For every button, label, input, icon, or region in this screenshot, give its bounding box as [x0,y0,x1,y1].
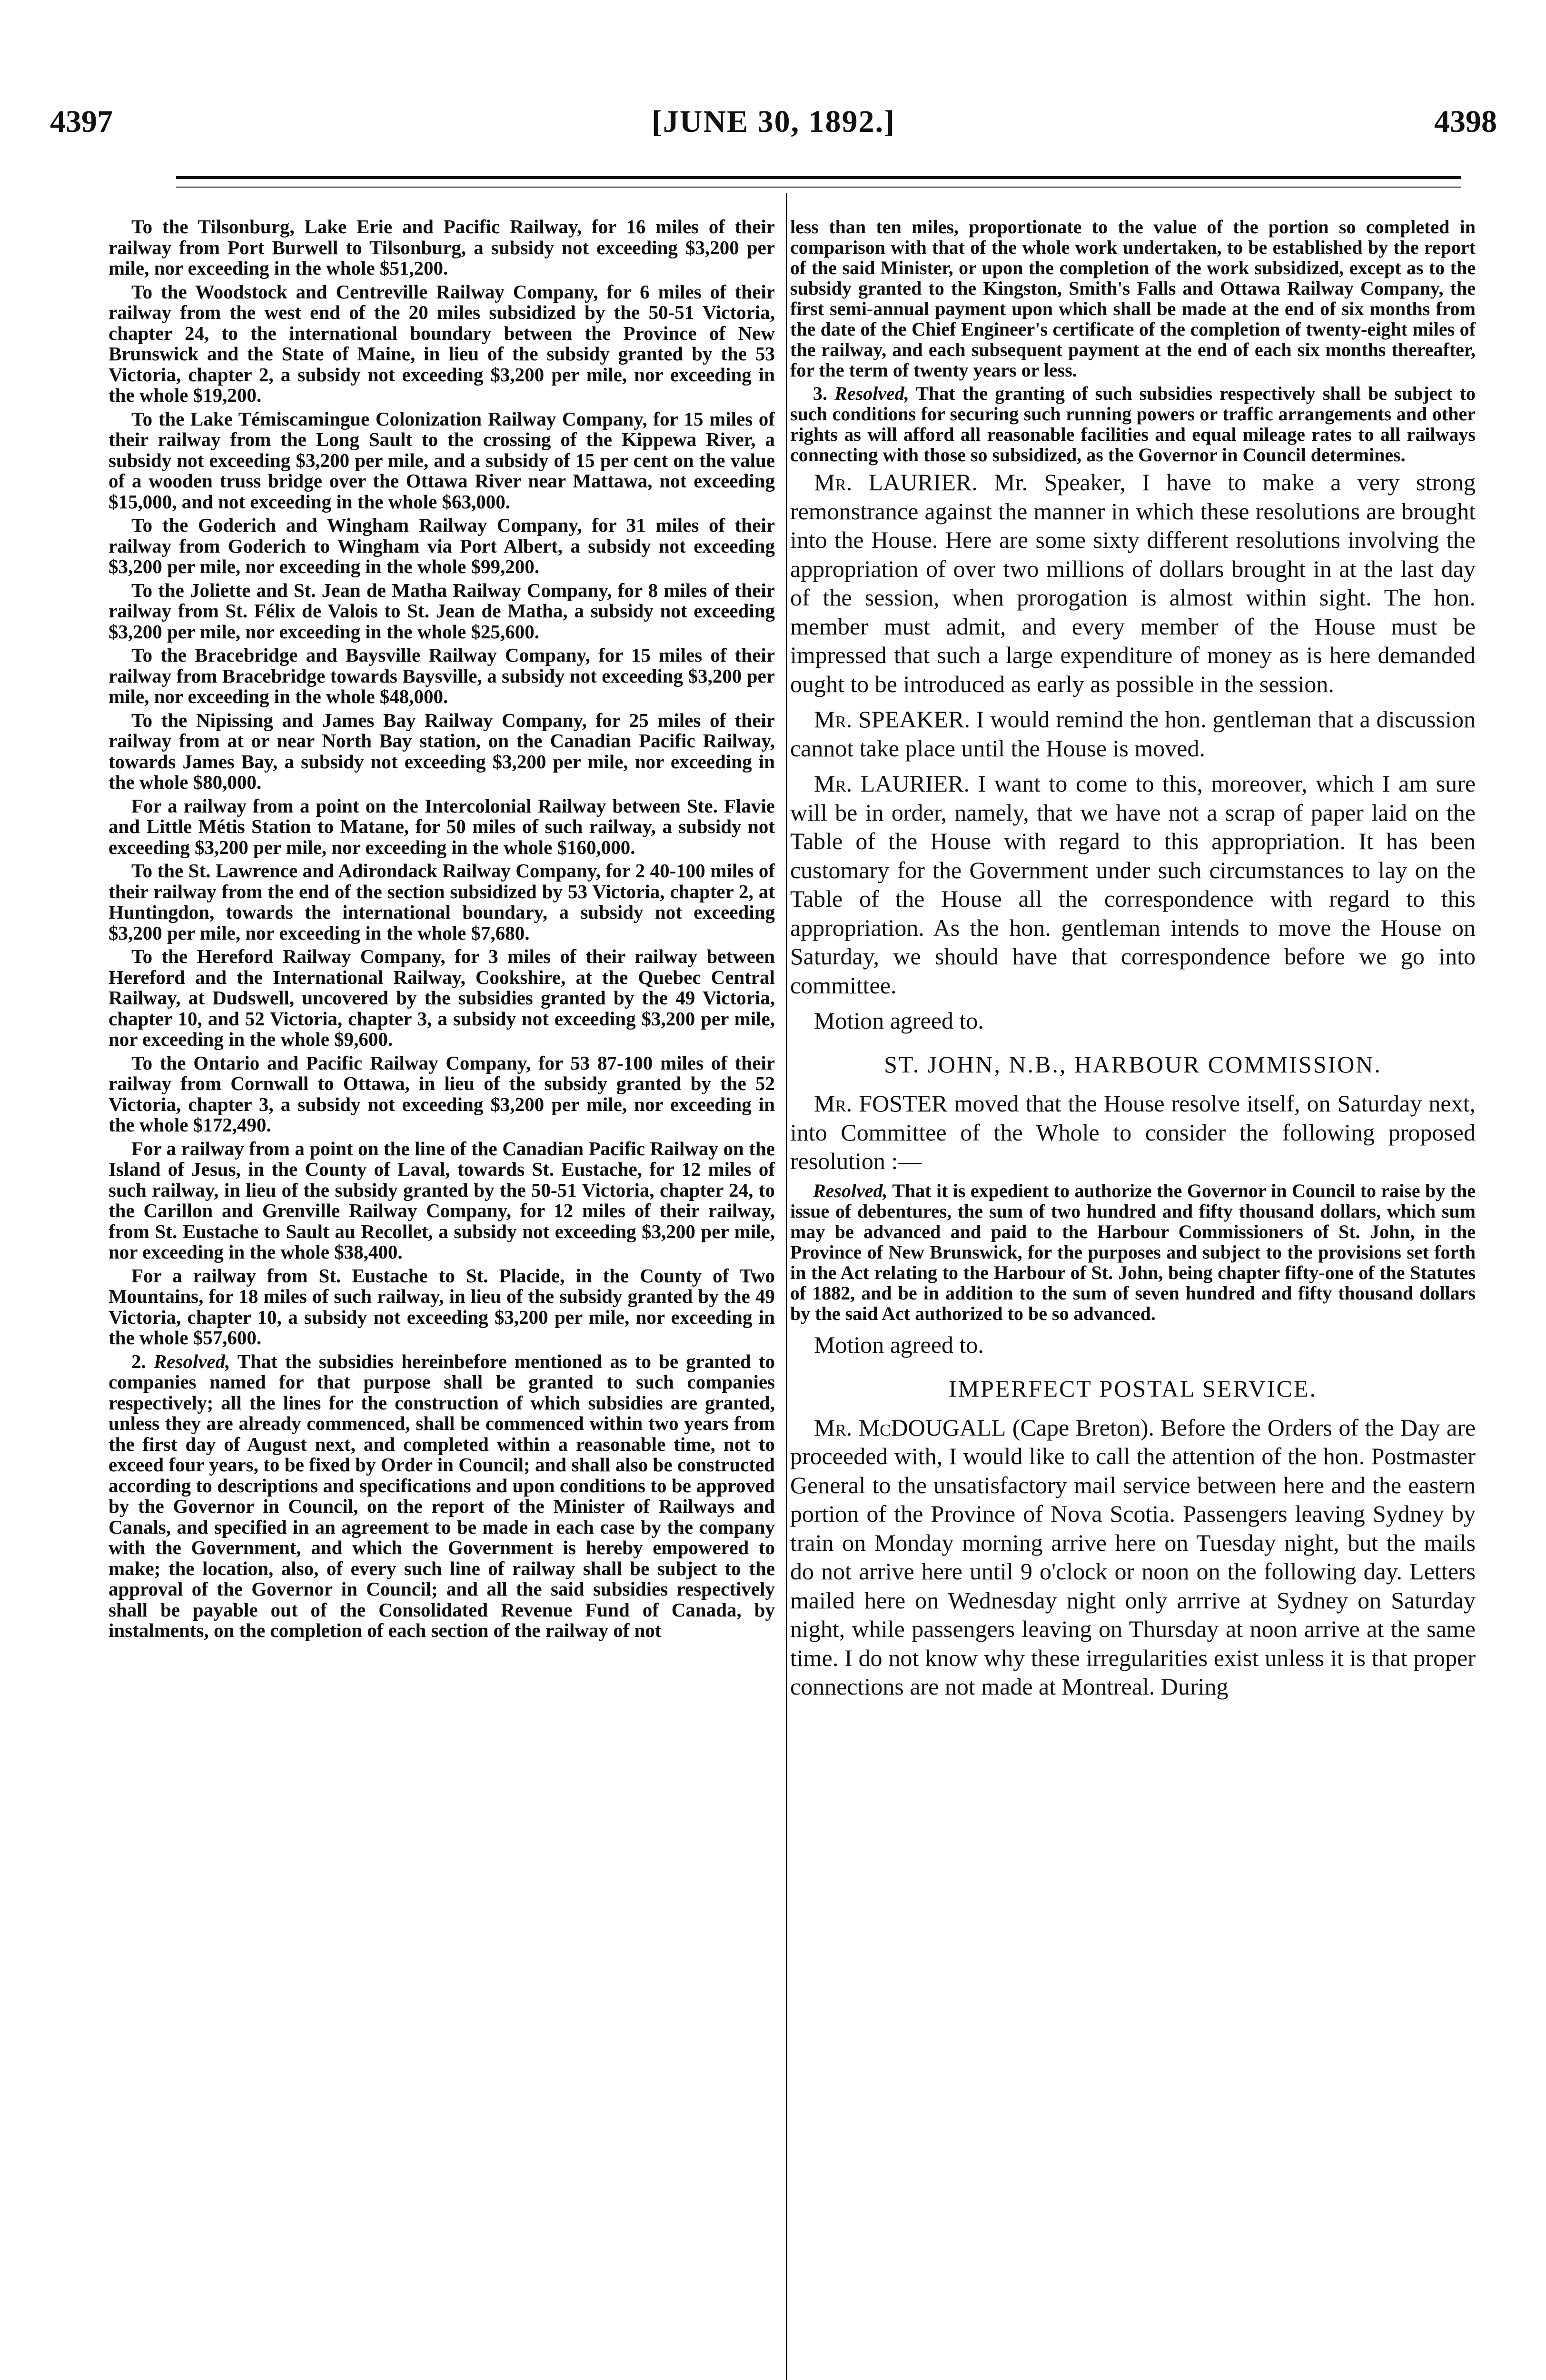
resolution-2-text: That the subsidies hereinbefore mentioned as to be granted to companies named for that purpose shall be granted to such companies respectively; all the lines for the construction of which subsidies are granted, unless they are already commenced, shall be commenced within two years from the first day of August next, and completed within a reasonable time, not to exceed four years, to be fixed by Order in Council; and shall also be constructed according to descriptions and specifications and upon conditions to be approved by the Governor in Council, on the report of the Minister of Railways and Canals, and specified in an agreement to be made in each case by the company with the Government, and which the Government is hereby empowered to make; the location, also, of every such line of railway shall be subject to the approval of the Governor in Council; and all the said subsidies respectively shall be payable out of the Consolidated Revenue Fund of Canada, by instalments, on the completion of each section of the railway of not [109,1350,775,1641]
resolution-2-number: 2. [131,1350,146,1372]
subsidy-paragraph: To the Tilsonburg, Lake Erie and Pacific Railway, for 16 miles of their railway from Port Burwell to Tilsonburg, a subsidy not exceeding $3,200 per mile, nor exceeding in the whole $51,200. [109,216,775,279]
harbour-resolved-label: Resolved, [813,1180,888,1201]
resolution-3-text: That the granting of such subsidies respectively shall be subject to such conditions for securing such running powers or traffic arrangements and other rights as will afford all reasonable facilities and equal mileage rates to all railways connecting with those so subsidized, as the Governor in Council determines. [790,383,1476,466]
speaker-name: Mr. LAURIER. [814,469,978,496]
page-number-left: 4397 [50,104,113,139]
column-divider [786,193,787,2380]
laurier-speech-2 [790,769,1476,1000]
motion-agreed-1: Motion agreed to. [814,1007,984,1034]
subsidy-paragraph: To the Bracebridge and Baysville Railway Company, for 15 miles of their railway from Bracebridge towards Baysville, a subsidy not exceeding $3,200 per mile, nor exceeding in the whole $48,000. [109,644,775,707]
speaker-name: Mr. McDOUGALL [814,1414,1006,1441]
resolution-3-paragraph [790,383,1476,465]
subsidy-paragraph: To the Joliette and St. Jean de Matha Railway Company, for 8 miles of their railway from St. Félix de Valois to St. Jean de Matha, a subsidy not exceeding $3,200 per mile, nor exceeding in the whole $25,600. [109,579,775,643]
subsidy-paragraph: To the Hereford Railway Company, for 3 miles of their railway between Hereford and the International Railway, Cookshire, at the Quebec Central Railway, at Dudswell, uncovered by the subsidies granted by the 49 Victoria, chapter 10, and 52 Victoria, chapter 3, a subsidy not exceeding $3,200 per mile, nor exceeding in the whole $9,600. [109,945,775,1050]
speech-text: (Cape Breton). Before the Orders of the Day are proceeded with, I would like to call the attention of the hon. Postmaster General to the unsatisfactory mail service between here and the eastern portion of the Province of Nova Scotia. Passengers leaving Sydney by train on Monday morning arrive here on Tuesday night, but the mails do not arrive here until 9 o'clock or noon on the following day. Letters mailed here on Wednesday night only arrrive at Sydney on Saturday night, while passengers leaving on Thursday at noon arrive at the same time. I do not know why these irregularities exist unless it is that proper connections are not made at Montreal. During [790,1414,1476,1700]
subsidy-paragraph: To the Nipissing and James Bay Railway Company, for 25 miles of their railway from at or near North Bay station, on the Canadian Pacific Railway, towards James Bay, a subsidy not exceeding $3,200 per mile, nor exceeding in the whole $80,000. [109,709,775,793]
speaker-name: Mr. LAURIER. [814,770,970,797]
harbour-resolved-text: That it is expedient to authorize the Governor in Council to raise by the issue of debentures, the sum of two hundred and fifty thousand dollars, which sum may be advanced and paid to the Harbour Commissioners of St. John, in the Province of New Brunswick, for the purposes and subject to the provisions set forth in the Act relating to the Harbour of St. John, being chapter fifty-one of the Statutes of 1882, and be in addition to the sum of seven hundred and fifty thousand dollars by the said Act authorized to be so advanced. [790,1180,1476,1324]
resolution-2-label: Resolved, [153,1350,230,1372]
harbour-resolution [790,1180,1476,1324]
header-rule-thin [176,187,1461,188]
section-heading-harbour: ST. JOHN, N.B., HARBOUR COMMISSION. [884,1051,1382,1078]
speech-text: I want to come to this, moreover, which I am sure will be in order, namely, that we have not a scrap of paper laid on the Table of the House with regard to this appropriation. It has been customary for the Government under such circumstances to lay on the Table of the House all the correspondence with regard to this appropriation. As the hon. gentleman intends to move the House on Saturday, we should have that correspondence before we go into committee. [790,770,1476,999]
subsidy-paragraph: To the St. Lawrence and Adirondack Railway Company, for 2 40-100 miles of their railway from the end of the section subsidized by 53 Victoria, chapter 2, at Huntingdon, towards the international boundary, a subsidy not exceeding $3,200 per mile, nor exceeding in the whole $7,680. [109,860,775,944]
motion-agreed-2: Motion agreed to. [814,1331,984,1358]
resolution-3-label: Resolved, [834,383,909,404]
resolution-2-paragraph [109,1351,775,1641]
subsidy-paragraph: For a railway from St. Eustache to St. Placide, in the County of Two Mountains, for 18 miles of such railway, in lieu of the subsidy granted by the 49 Victoria, chapter 10, a subsidy not exceeding $3,200 per mile, nor exceeding in the whole $57,600. [109,1264,775,1349]
subsidy-paragraph: To the Ontario and Pacific Railway Company, for 53 87-100 miles of their railway from Cornwall to Ottawa, in lieu of the subsidy granted by the 52 Victoria, chapter 3, a subsidy not exceeding $3,200 per mile, nor exceeding in the whole $172,490. [109,1051,775,1136]
foster-motion [790,1089,1476,1176]
resolution-2-continuation: less than ten miles, proportionate to the value of the portion so completed in comparison with that of the whole work undertaken, to be established by the report of the said Minister, or upon the completion of the work subsidized, except as to the subsidy granted to the Kingston, Smith's Falls and Ottawa Railway Company, the first semi-annual payment upon which shall be made at the end of six months from the date of the Chief Engineer's certificate of the completion of twenty-eight miles of the railway, and each subsequent payment at the end of each six months thereafter, for the term of twenty years or less. [790,216,1476,381]
subsidy-paragraph: To the Lake Témiscamingue Colonization Railway Company, for 15 miles of their railway from the Long Sault to the crossing of the Kippewa River, a subsidy not exceeding $3,200 per mile, and a subsidy of 15 per cent on the value of a wooden truss bridge over the Ottawa River near Mattawa, not exceeding $15,000, and not exceeding in the whole $63,000. [109,407,775,513]
subsidy-paragraph: To the Woodstock and Centreville Railway Company, for 6 miles of their railway from the west end of the 20 miles subsidized by the 50-51 Victoria, chapter 24, to the international boundary between the Province of New Brunswick and the State of Maine, in lieu of the subsidy granted by the 53 Victoria, chapter 2, a subsidy not exceeding $3,200 per mile, nor exceeding in the whole $19,200. [109,280,775,406]
speaker-name: Mr. FOSTER [814,1090,948,1117]
speech-text: Mr. Speaker, I have to make a very strong remonstrance against the manner in which these resolutions are brought into the House. Here are some sixty different resolutions involving the appropriation of over two millions of dollars brought in at the last day of the session, when prorogation is almost within sight. The hon. member must admit, and every member of the House must be impressed that such a large expenditure of money as is here demanded ought to be introduced as early as possible in the session. [790,469,1476,697]
laurier-speech-1 [790,468,1476,698]
left-column [109,217,775,1641]
resolution-3-number: 3. [813,383,827,404]
page-number-right: 4398 [1434,104,1497,139]
speech-text: I would remind the hon. gentleman that a discussion cannot take place until the House is moved. [790,706,1476,762]
speaker-speech [790,705,1476,763]
subsidy-paragraph: For a railway from a point on the Intercolonial Railway between Ste. Flavie and Little Métis Station to Matane, for 50 miles of such railway, a subsidy not exceeding $3,200 per mile, nor exceeding in the whole $160,000. [109,794,775,858]
page-date: [JUNE 30, 1892.] [651,104,896,139]
right-column [790,217,1476,1701]
speaker-name: Mr. SPEAKER. [814,706,970,733]
speech-text: moved that the House resolve itself, on Saturday next, into Committee of the Whole to consider the following proposed resolution :— [790,1090,1476,1174]
subsidy-paragraph: For a railway from a point on the line of the Canadian Pacific Railway on the Island of Jesus, in the County of Laval, towards St. Eustache, for 12 miles of such railway, in lieu of the subsidy granted by the 50-51 Victoria, chapter 24, to the Carillon and Grenville Railway Company, for 12 miles of their railway, from St. Eustache to Sault au Recollet, a subsidy not exceeding $3,200 per mile, nor exceeding in the whole $38,400. [109,1137,775,1263]
mcdougall-speech [790,1413,1476,1701]
page-header [50,104,1497,156]
header-rule-thick [176,176,1461,179]
subsidy-paragraph: To the Goderich and Wingham Railway Company, for 31 miles of their railway from Goderich to Wingham via Port Albert, a subsidy not exceeding $3,200 per mile, nor exceeding in the whole $99,200. [109,514,775,577]
section-heading-postal: IMPERFECT POSTAL SERVICE. [948,1375,1318,1402]
